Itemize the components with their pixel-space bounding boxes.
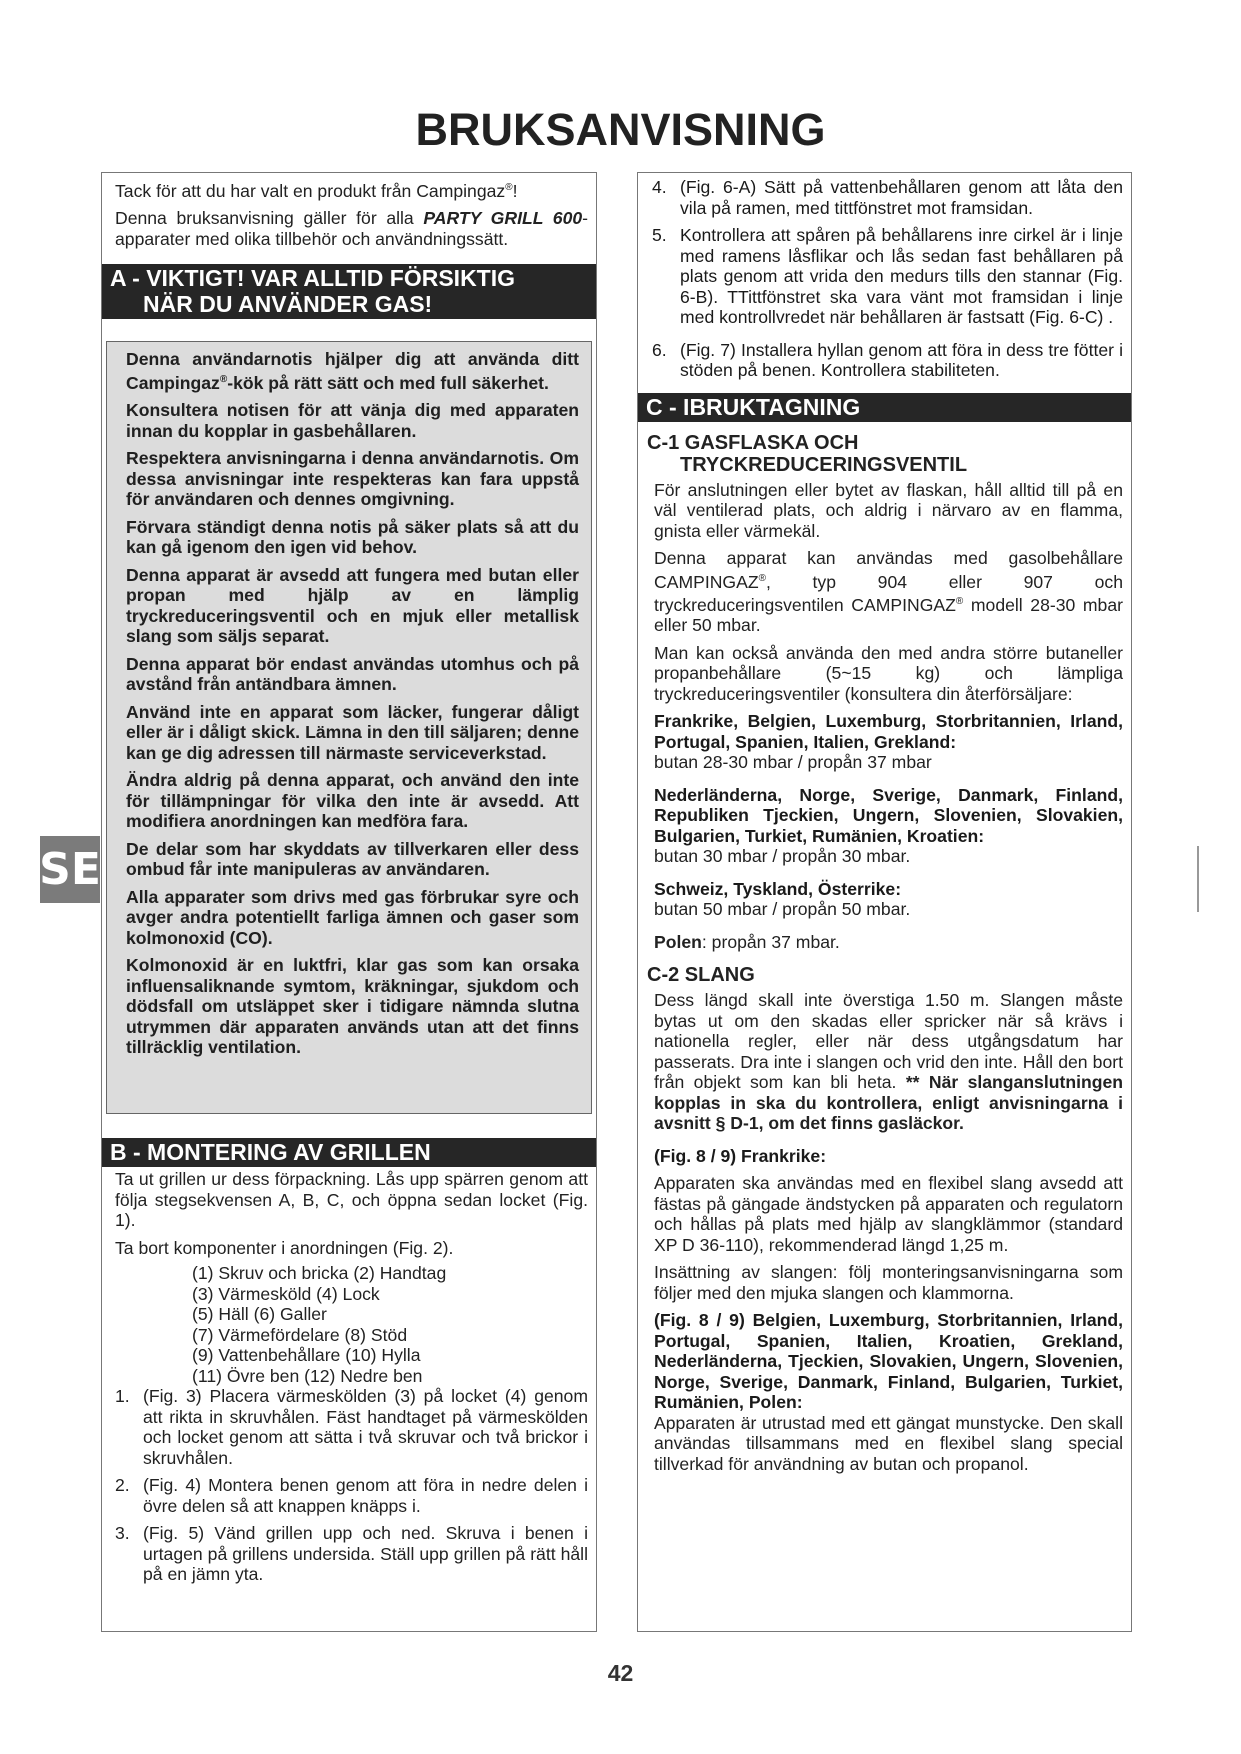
assembly-steps	[115, 1386, 588, 1585]
intro	[102, 173, 596, 249]
warning-7: Använd inte en apparat som läcker, fungerar dåligt eller är i dåligt skick. Lämna in den till säljaren; denne kan ge dig adressen till närmaste serviceverkstad.	[126, 701, 579, 763]
page-number: 42	[607, 1660, 634, 1686]
c2-heading: C-2 SLANG	[647, 964, 755, 987]
assembly-step: 6. (Fig. 7) Installera hyllan genom att föra in dess tre fötter i stöden på benen. Kontrollera stabiliteten.	[652, 339, 1123, 380]
assembly-paragraph-2: Ta bort komponenter i anordningen (Fig. 2).	[115, 1237, 454, 1258]
parts-item: (9) Vattenbehållare (10) Hylla	[192, 1345, 421, 1366]
country-group-3: Schweiz, Tyskland, Österrike:	[654, 878, 902, 899]
pressure-group-1: butan 28-30 mbar / propån 37 mbar	[654, 752, 932, 773]
warning-1: Denna användarnotis hjälper dig att använda ditt Campingaz®-kök på rätt sätt och med full säkerhet.	[126, 349, 579, 393]
parts-item: (7) Värmefördelare (8) Stöd	[192, 1324, 408, 1345]
section-b-body	[102, 1167, 596, 1585]
other-countries-heading: (Fig. 8 / 9) Belgien, Luxemburg, Storbritannien, Irland, Portugal, Spanien, Italien, Kroatien, Grekland, Nederländerna, Tjeckien, Slovakien, Ungern, Slovenien, Norge, Sverige, Danmark, Finland, Bulgarien, Turkiet, Rumänien, Polen:	[654, 1310, 1123, 1413]
section-a-header: A - VIKTIGT! VAR ALLTID FÖRSIKTIG NÄR DU ANVÄNDER GAS!	[102, 264, 596, 319]
c1-paragraph-1: För anslutningen eller bytet av flaskan, håll alltid till på en väl ventilerad plats, och aldrig i närvaro av en flamma, gnista eller värmekäl.	[654, 479, 1123, 541]
country-group-1: Frankrike, Belgien, Luxemburg, Storbritannien, Irland, Portugal, Spanien, Italien, Grekland:	[654, 711, 1123, 752]
country-group-2: Nederländerna, Norge, Sverige, Danmark, Finland, Republiken Tjeckien, Ungern, Slovenien, Slovakien, Bulgarien, Turkiet, Rumänien, Kroatien:	[654, 784, 1123, 846]
warning-6: Denna apparat bör endast användas utomhus och på avstånd från antändbara ämnen.	[126, 653, 579, 695]
right-column	[637, 172, 1132, 1632]
language-tab: SE	[40, 836, 100, 903]
france-paragraph-1: Apparaten ska användas med en flexibel slang avsedd att fästas på gängade ändstycken på apparaten och regulatorn och hållas på plats med hjälp av slangklämmor (standard XP D 36-110), rekommenderad längd 1,25 m.	[654, 1173, 1123, 1255]
assembly-step: 1. (Fig. 3) Placera värmeskölden (3) på locket (4) genom att rikta in skruvhålen. Fäst handtaget på värmeskölden och locket genom att sätta i två skruvar och två brickor i skruvhålen.	[115, 1386, 588, 1468]
assembly-steps-continued	[638, 173, 1131, 381]
pressure-group-3: butan 50 mbar / propån 50 mbar.	[654, 899, 911, 920]
section-c-body	[638, 422, 1131, 1475]
section-b-header: B - MONTERING AV GRILLEN	[102, 1138, 596, 1167]
model-name: PARTY GRILL 600	[423, 208, 583, 229]
c1-paragraph-2: Denna apparat kan användas med gasolbehållare CAMPINGAZ®, typ 904 eller 907 och tryckreduceringsventilen CAMPINGAZ® modell 28-30 mbar eller 50 mbar.	[654, 548, 1123, 636]
france-heading: (Fig. 8 / 9) Frankrike:	[654, 1145, 827, 1166]
c1-paragraph-3: Man kan också använda den med andra större butaneller propanbehållare (5~15 kg) och lämpliga tryckreduceringsventiler (konsultera din återförsäljare:	[654, 642, 1123, 704]
pressure-group-2: butan 30 mbar / propån 30 mbar.	[654, 846, 911, 867]
c1-heading: C-1 GASFLASKA OCH TRYCKREDUCERINGSVENTIL	[647, 431, 968, 476]
assembly-step: 5. Kontrollera att spåren på behållarens inre cirkel är i linje med ramens låsflikar och lås sedan fast behållaren på plats genom att vrida den medurs tills den stannar (Fig. 6-B). TTittfönstret ska vara vänt mot framsidan i linje med kontrollvredet när behållaren är fastsatt (Fig. 6-C) .	[652, 225, 1123, 327]
edge-mark	[1197, 846, 1199, 912]
warning-10: Alla apparater som drivs med gas förbrukar syre och avger andra potentiellt farliga ämnen och gaser som kolmonoxid (CO).	[126, 886, 579, 948]
intro-paragraph-2: Denna bruksanvisning gäller för alla PARTY GRILL 600-apparater med olika tillbehör och användningssätt.	[115, 208, 588, 249]
warning-9: De delar som har skyddats av tillverkaren eller dess ombud får inte manipuleras av användaren.	[126, 838, 579, 880]
page-title: BRUKSANVISNING	[415, 104, 826, 155]
france-paragraph-2: Insättning av slangen: följ monteringsanvisningarna som följer med den mjuka slangen och klammorna.	[654, 1262, 1123, 1303]
warning-box	[106, 341, 592, 1114]
country-group-4: Polen: propån 37 mbar.	[654, 931, 840, 952]
parts-item: (1) Skruv och bricka (2) Handtag	[192, 1263, 447, 1284]
intro-paragraph-1: Tack för att du har valt en produkt från Campingaz®!	[115, 180, 518, 201]
parts-item: (11) Övre ben (12) Nedre ben	[192, 1365, 423, 1386]
parts-list	[115, 1263, 588, 1386]
assembly-step: 2. (Fig. 4) Montera benen genom att föra in nedre delen i övre delen så att knappen knäpps i.	[115, 1475, 588, 1516]
assembly-step: 3. (Fig. 5) Vänd grillen upp och ned. Skruva i benen i urtagen på grillens undersida. Ställ upp grillen på rätt håll på en jämn yta.	[115, 1523, 588, 1585]
assembly-paragraph-1: Ta ut grillen ur dess förpackning. Lås upp spärren genom att följa stegsekvensen A, B, C, och öppna sedan locket (Fig. 1).	[115, 1169, 588, 1231]
warning-11: Kolmonoxid är en luktfri, klar gas som kan orsaka influensaliknande symtom, kräkningar, sjukdom och dödsfall om utsläppet sker i tidigare nämnda slutna utrymmen där apparaten används utan att det finns tillräcklig ventilation.	[126, 955, 579, 1058]
section-c-header: C - IBRUKTAGNING	[638, 393, 1131, 422]
warning-2: Konsultera notisen för att vänja dig med apparaten innan du kopplar in gasbehållaren.	[126, 400, 579, 441]
warning-4: Förvara ständigt denna notis på säker plats så att du kan gå igenom den igen vid behov.	[126, 516, 579, 558]
parts-item: (5) Häll (6) Galler	[192, 1304, 327, 1325]
warning-3: Respektera anvisningarna i denna användarnotis. Om dessa anvisningar inte respekteras kan fara uppstå för användaren och dennes omgivning.	[126, 448, 579, 510]
warning-8: Ändra aldrig på denna apparat, och använd den inte för tillämpningar för vilka den inte är avsedd. Att modifiera anordningen kan medföra fara.	[126, 770, 579, 832]
left-column	[101, 172, 597, 1632]
c2-paragraph-1: Dess längd skall inte överstiga 1.50 m. Slangen måste bytas ut om den skadas eller spricker när så krävs i nationella regler, eller när dess utgångsdatum har passerats. Dra inte i slangen och vrid den inte. Håll den bort från objekt som kan bli heta. ** När slanganslutningen kopplas in ska du kontrollera, enligt anvisningarna i avsnitt § D-1, om det finns gasläckor.	[654, 990, 1123, 1134]
assembly-step: 4. (Fig. 6-A) Sätt på vattenbehållaren genom att låta den vila på ramen, med tittfönstret mot framsidan.	[652, 177, 1123, 218]
warning-5: Denna apparat är avsedd att fungera med butan eller propan med hjälp av en lämplig tryckreduceringsventil och en mjuk eller metallisk slang som säljs separat.	[126, 564, 579, 647]
other-countries-paragraph: Apparaten är utrustad med ett gängat munstycke. Den skall användas tillsammans med en flexibel slang special tillverkad för användning av butan och propanol.	[654, 1412, 1123, 1474]
parts-item: (3) Värmesköld (4) Lock	[192, 1283, 380, 1304]
